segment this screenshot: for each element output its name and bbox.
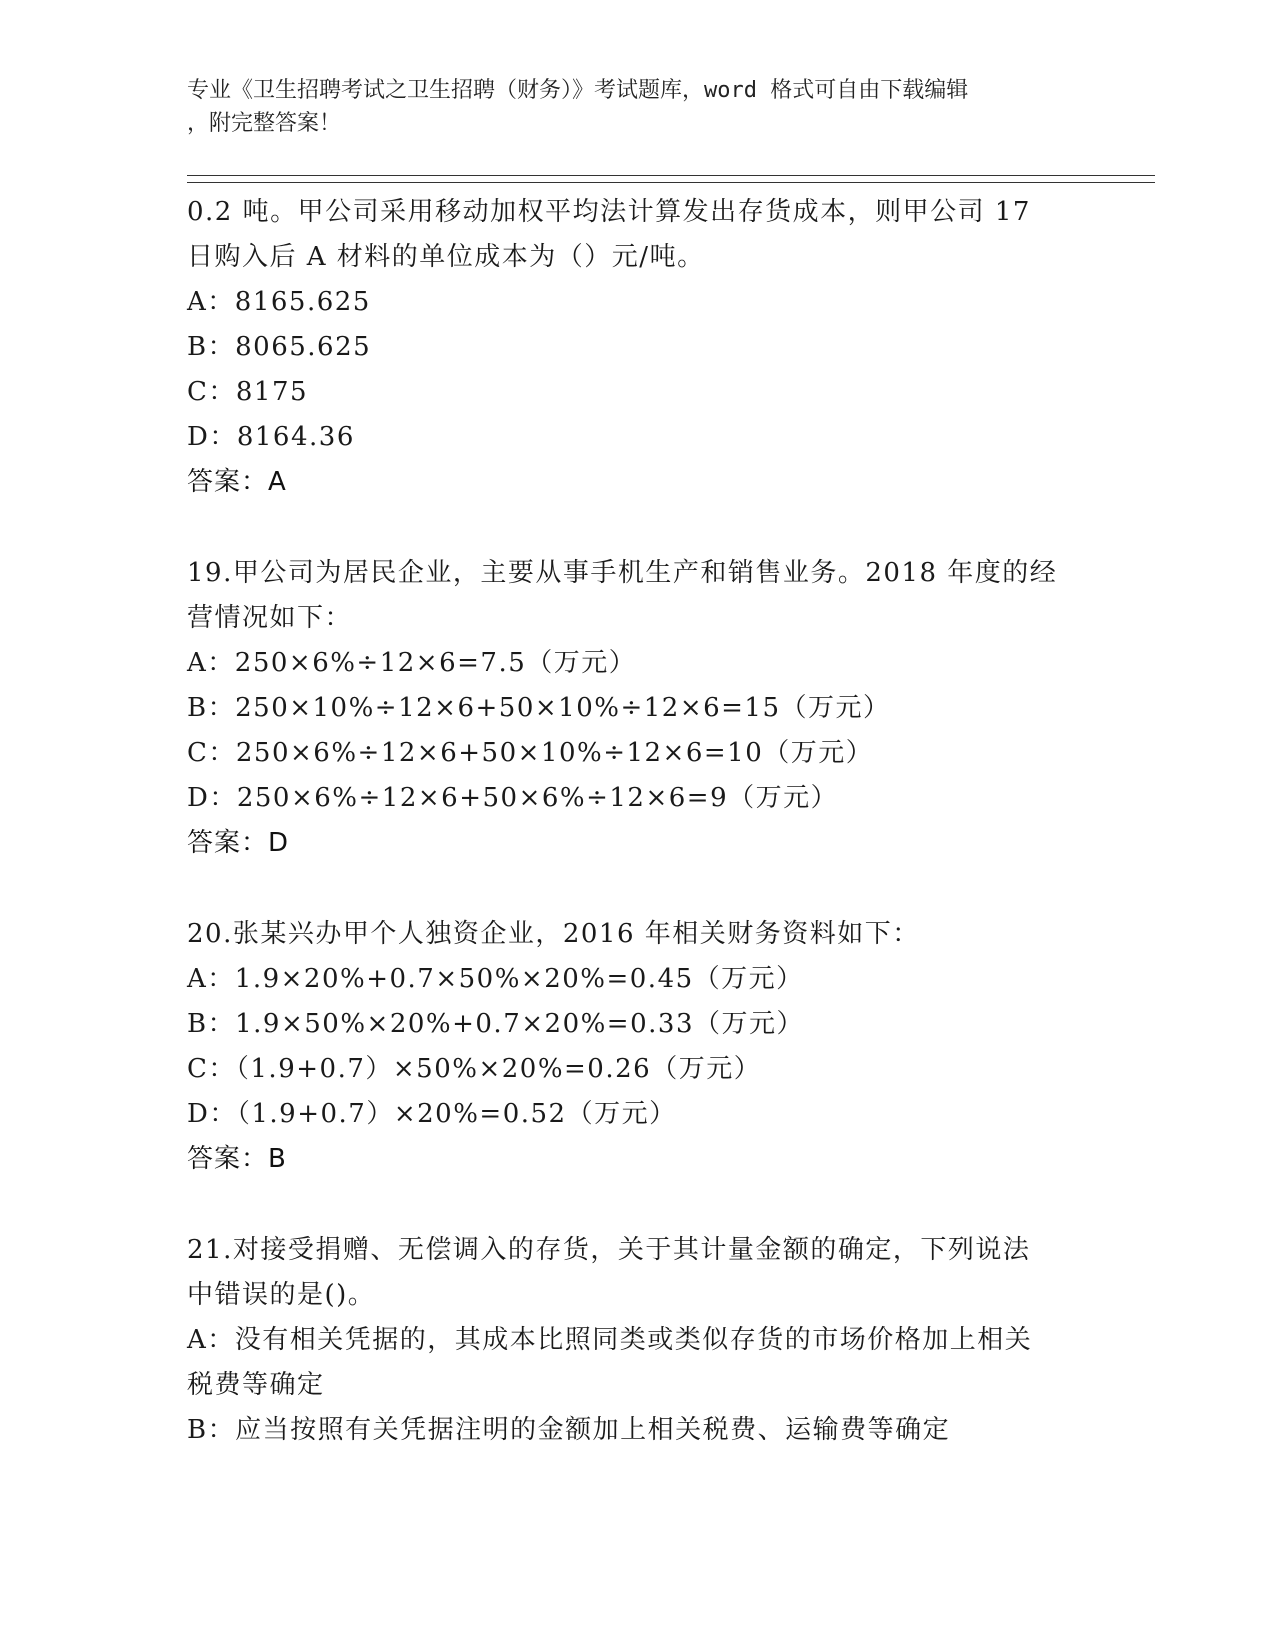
question-18	[187, 190, 1087, 505]
option-c: C：250×6%÷12×6+50×10%÷12×6=10（万元）	[187, 738, 874, 768]
spacer	[187, 1182, 1087, 1228]
option-a: A：没有相关凭据的，其成本比照同类或类似存货的市场价格加上相关	[187, 1325, 1033, 1355]
option-c: C：（1.9+0.7）×50%×20%=0.26（万元）	[187, 1054, 762, 1084]
question-21	[187, 1228, 1087, 1453]
answer: 答案：A	[187, 467, 287, 497]
option-a: A：250×6%÷12×6=7.5（万元）	[187, 648, 637, 678]
option-b: B：250×10%÷12×6+50×10%÷12×6=15（万元）	[187, 693, 891, 723]
question-text: 20.张某兴办甲个人独资企业，2016 年相关财务资料如下：	[187, 919, 920, 949]
document-header	[187, 74, 1067, 140]
document-content	[187, 190, 1087, 1453]
option-d: D：250×6%÷12×6+50×6%÷12×6=9（万元）	[187, 783, 839, 813]
question-text: 19.甲公司为居民企业，主要从事手机生产和销售业务。2018 年度的经	[187, 558, 1058, 588]
header-divider-top	[187, 175, 1155, 176]
answer: 答案：B	[187, 1144, 287, 1174]
header-line-2: ，附完整答案！	[187, 111, 342, 136]
answer: 答案：D	[187, 828, 290, 858]
question-text: 日购入后 A 材料的单位成本为（）元/吨。	[187, 242, 705, 272]
option-c: C：8175	[187, 377, 309, 407]
header-divider-bottom	[187, 182, 1155, 183]
question-text: 营情况如下：	[187, 603, 353, 633]
option-d: D：8164.36	[187, 422, 355, 452]
question-text: 0.2 吨。甲公司采用移动加权平均法计算发出存货成本，则甲公司 17	[187, 197, 1031, 227]
option-a-continued: 税费等确定	[187, 1370, 325, 1400]
option-d: D：（1.9+0.7）×20%=0.52（万元）	[187, 1099, 677, 1129]
question-19	[187, 551, 1087, 866]
option-b: B：应当按照有关凭据注明的金额加上相关税费、运输费等确定	[187, 1415, 951, 1445]
spacer	[187, 505, 1087, 551]
option-a: A：8165.625	[187, 287, 371, 317]
option-b: B：8065.625	[187, 332, 372, 362]
question-text: 中错误的是()。	[187, 1280, 376, 1310]
header-line-1: 专业《卫生招聘考试之卫生招聘（财务）》考试题库，word 格式可自由下载编辑	[187, 78, 969, 103]
question-20	[187, 912, 1087, 1182]
spacer	[187, 866, 1087, 912]
question-text: 21.对接受捐赠、无偿调入的存货，关于其计量金额的确定，下列说法	[187, 1235, 1031, 1265]
option-b: B：1.9×50%×20%+0.7×20%=0.33（万元）	[187, 1009, 804, 1039]
option-a: A：1.9×20%+0.7×50%×20%=0.45（万元）	[187, 964, 804, 994]
